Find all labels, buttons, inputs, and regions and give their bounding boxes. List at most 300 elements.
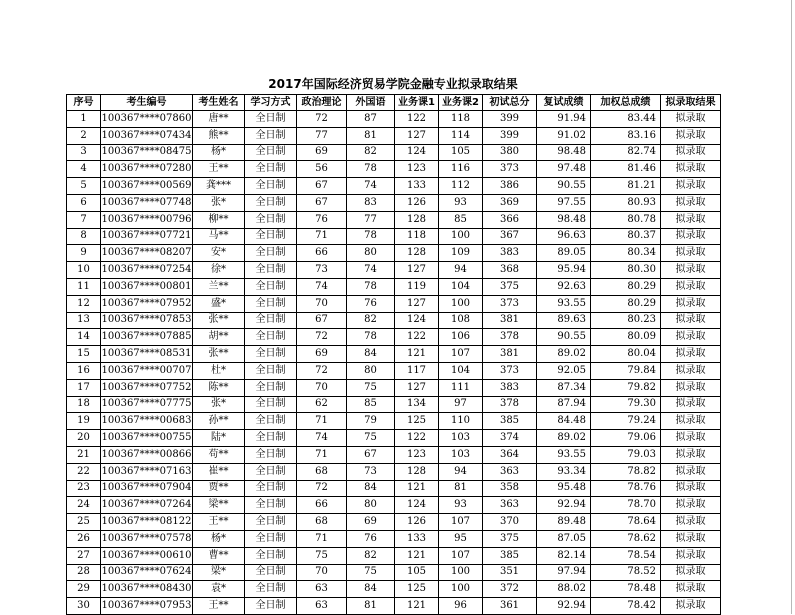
table-row (67, 194, 721, 211)
cell-retest-score: 92.94 (537, 497, 591, 514)
cell-politics: 74 (297, 278, 347, 295)
cell-study-mode: 全日制 (245, 463, 297, 480)
cell-course1: 121 (395, 547, 439, 564)
table-row (67, 278, 721, 295)
cell-prelim-total: 363 (483, 497, 537, 514)
cell-candidate-id: 100367****07721 (101, 228, 193, 245)
cell-foreign-language: 87 (347, 111, 395, 128)
cell-study-mode: 全日制 (245, 111, 297, 128)
table-row (67, 430, 721, 447)
cell-course2: 104 (439, 362, 483, 379)
cell-weighted-total: 78.82 (591, 463, 661, 480)
cell-weighted-total: 80.04 (591, 346, 661, 363)
cell-foreign-language: 77 (347, 211, 395, 228)
cell-retest-score: 93.55 (537, 446, 591, 463)
cell-name: 曹** (193, 547, 245, 564)
cell-name: 张* (193, 396, 245, 413)
cell-result: 拟录取 (661, 413, 721, 430)
cell-result: 拟录取 (661, 598, 721, 615)
cell-retest-score: 89.63 (537, 312, 591, 329)
cell-course1: 126 (395, 514, 439, 531)
cell-foreign-language: 82 (347, 312, 395, 329)
cell-foreign-language: 80 (347, 362, 395, 379)
cell-result: 拟录取 (661, 430, 721, 447)
cell-candidate-id: 100367****00707 (101, 362, 193, 379)
cell-prelim-total: 368 (483, 262, 537, 279)
cell-retest-score: 92.05 (537, 362, 591, 379)
cell-index: 2 (67, 127, 101, 144)
table-row (67, 396, 721, 413)
cell-course2: 104 (439, 278, 483, 295)
cell-study-mode: 全日制 (245, 228, 297, 245)
cell-prelim-total: 363 (483, 463, 537, 480)
cell-course2: 106 (439, 329, 483, 346)
cell-prelim-total: 351 (483, 564, 537, 581)
cell-prelim-total: 375 (483, 278, 537, 295)
table-row (67, 346, 721, 363)
cell-result: 拟录取 (661, 446, 721, 463)
cell-name: 柳** (193, 211, 245, 228)
cell-course2: 111 (439, 379, 483, 396)
cell-retest-score: 97.94 (537, 564, 591, 581)
cell-result: 拟录取 (661, 396, 721, 413)
cell-index: 12 (67, 295, 101, 312)
cell-prelim-total: 383 (483, 245, 537, 262)
cell-prelim-total: 375 (483, 530, 537, 547)
cell-retest-score: 91.02 (537, 127, 591, 144)
cell-course2: 97 (439, 396, 483, 413)
cell-course1: 133 (395, 178, 439, 195)
cell-index: 6 (67, 194, 101, 211)
cell-index: 3 (67, 144, 101, 161)
cell-study-mode: 全日制 (245, 144, 297, 161)
cell-candidate-id: 100367****08475 (101, 144, 193, 161)
cell-study-mode: 全日制 (245, 329, 297, 346)
cell-prelim-total: 369 (483, 194, 537, 211)
cell-politics: 71 (297, 530, 347, 547)
cell-index: 25 (67, 514, 101, 531)
header-index: 序号 (67, 95, 101, 111)
cell-index: 1 (67, 111, 101, 128)
cell-weighted-total: 80.37 (591, 228, 661, 245)
cell-foreign-language: 80 (347, 245, 395, 262)
table-row (67, 480, 721, 497)
cell-weighted-total: 79.03 (591, 446, 661, 463)
cell-politics: 63 (297, 581, 347, 598)
cell-prelim-total: 372 (483, 581, 537, 598)
cell-course2: 81 (439, 480, 483, 497)
cell-course1: 126 (395, 194, 439, 211)
cell-study-mode: 全日制 (245, 127, 297, 144)
cell-result: 拟录取 (661, 547, 721, 564)
table-row (67, 362, 721, 379)
cell-result: 拟录取 (661, 127, 721, 144)
table-row (67, 446, 721, 463)
cell-course1: 127 (395, 262, 439, 279)
cell-course1: 133 (395, 530, 439, 547)
cell-prelim-total: 383 (483, 379, 537, 396)
cell-candidate-id: 100367****07775 (101, 396, 193, 413)
cell-index: 7 (67, 211, 101, 228)
cell-course1: 117 (395, 362, 439, 379)
cell-candidate-id: 100367****07752 (101, 379, 193, 396)
cell-candidate-id: 100367****00796 (101, 211, 193, 228)
cell-foreign-language: 75 (347, 430, 395, 447)
cell-course1: 122 (395, 111, 439, 128)
cell-politics: 72 (297, 480, 347, 497)
cell-weighted-total: 78.76 (591, 480, 661, 497)
cell-index: 19 (67, 413, 101, 430)
header-politics: 政治理论 (297, 95, 347, 111)
cell-index: 28 (67, 564, 101, 581)
cell-study-mode: 全日制 (245, 161, 297, 178)
cell-study-mode: 全日制 (245, 480, 297, 497)
cell-politics: 68 (297, 514, 347, 531)
header-study-mode: 学习方式 (245, 95, 297, 111)
cell-politics: 72 (297, 362, 347, 379)
cell-prelim-total: 373 (483, 161, 537, 178)
cell-index: 8 (67, 228, 101, 245)
cell-course1: 127 (395, 127, 439, 144)
cell-index: 18 (67, 396, 101, 413)
cell-course2: 107 (439, 547, 483, 564)
header-weighted-total: 加权总成绩 (591, 95, 661, 111)
cell-name: 陈** (193, 379, 245, 396)
cell-course1: 121 (395, 598, 439, 615)
table-row (67, 111, 721, 128)
cell-name: 熊** (193, 127, 245, 144)
header-candidate-id: 考生编号 (101, 95, 193, 111)
cell-retest-score: 84.48 (537, 413, 591, 430)
cell-course2: 103 (439, 446, 483, 463)
cell-prelim-total: 378 (483, 329, 537, 346)
cell-retest-score: 88.02 (537, 581, 591, 598)
cell-retest-score: 95.48 (537, 480, 591, 497)
cell-index: 11 (67, 278, 101, 295)
cell-politics: 72 (297, 329, 347, 346)
cell-foreign-language: 78 (347, 278, 395, 295)
cell-politics: 71 (297, 446, 347, 463)
header-course1: 业务课1 (395, 95, 439, 111)
cell-candidate-id: 100367****07434 (101, 127, 193, 144)
cell-course1: 123 (395, 446, 439, 463)
cell-course2: 93 (439, 194, 483, 211)
cell-politics: 67 (297, 178, 347, 195)
cell-course1: 122 (395, 329, 439, 346)
cell-course2: 108 (439, 312, 483, 329)
cell-weighted-total: 79.24 (591, 413, 661, 430)
cell-name: 龚*** (193, 178, 245, 195)
table-body (67, 111, 721, 615)
cell-course1: 128 (395, 211, 439, 228)
cell-name: 贾** (193, 480, 245, 497)
cell-course1: 105 (395, 564, 439, 581)
cell-foreign-language: 78 (347, 228, 395, 245)
cell-result: 拟录取 (661, 530, 721, 547)
cell-foreign-language: 81 (347, 127, 395, 144)
cell-weighted-total: 78.54 (591, 547, 661, 564)
table-row (67, 379, 721, 396)
cell-politics: 71 (297, 228, 347, 245)
cell-course2: 116 (439, 161, 483, 178)
cell-politics: 70 (297, 295, 347, 312)
cell-politics: 69 (297, 144, 347, 161)
cell-candidate-id: 100367****07254 (101, 262, 193, 279)
cell-politics: 66 (297, 497, 347, 514)
cell-result: 拟录取 (661, 497, 721, 514)
cell-prelim-total: 386 (483, 178, 537, 195)
cell-study-mode: 全日制 (245, 178, 297, 195)
cell-index: 30 (67, 598, 101, 615)
cell-result: 拟录取 (661, 295, 721, 312)
cell-foreign-language: 73 (347, 463, 395, 480)
cell-foreign-language: 80 (347, 497, 395, 514)
cell-candidate-id: 100367****07624 (101, 564, 193, 581)
table-row (67, 514, 721, 531)
table-row (67, 497, 721, 514)
cell-candidate-id: 100367****07264 (101, 497, 193, 514)
cell-course2: 100 (439, 581, 483, 598)
cell-study-mode: 全日制 (245, 530, 297, 547)
header-foreign-language: 外国语 (347, 95, 395, 111)
cell-politics: 77 (297, 127, 347, 144)
cell-retest-score: 98.48 (537, 144, 591, 161)
cell-weighted-total: 80.09 (591, 329, 661, 346)
cell-candidate-id: 100367****00801 (101, 278, 193, 295)
cell-foreign-language: 78 (347, 329, 395, 346)
cell-course2: 85 (439, 211, 483, 228)
cell-retest-score: 89.02 (537, 346, 591, 363)
cell-course1: 124 (395, 312, 439, 329)
cell-weighted-total: 78.42 (591, 598, 661, 615)
cell-result: 拟录取 (661, 161, 721, 178)
cell-study-mode: 全日制 (245, 547, 297, 564)
cell-study-mode: 全日制 (245, 346, 297, 363)
header-retest-score: 复试成绩 (537, 95, 591, 111)
cell-candidate-id: 100367****07280 (101, 161, 193, 178)
cell-politics: 70 (297, 564, 347, 581)
cell-retest-score: 92.63 (537, 278, 591, 295)
cell-result: 拟录取 (661, 312, 721, 329)
cell-retest-score: 89.05 (537, 245, 591, 262)
cell-prelim-total: 381 (483, 312, 537, 329)
cell-name: 盛* (193, 295, 245, 312)
cell-study-mode: 全日制 (245, 312, 297, 329)
cell-politics: 67 (297, 194, 347, 211)
cell-weighted-total: 78.64 (591, 514, 661, 531)
cell-weighted-total: 78.70 (591, 497, 661, 514)
cell-weighted-total: 83.16 (591, 127, 661, 144)
cell-prelim-total: 364 (483, 446, 537, 463)
cell-foreign-language: 79 (347, 413, 395, 430)
cell-index: 27 (67, 547, 101, 564)
cell-course1: 121 (395, 346, 439, 363)
table-row (67, 295, 721, 312)
table-row (67, 245, 721, 262)
cell-course2: 100 (439, 228, 483, 245)
cell-foreign-language: 69 (347, 514, 395, 531)
cell-politics: 71 (297, 413, 347, 430)
cell-name: 徐* (193, 262, 245, 279)
cell-candidate-id: 100367****00866 (101, 446, 193, 463)
cell-index: 23 (67, 480, 101, 497)
cell-index: 9 (67, 245, 101, 262)
table-row (67, 312, 721, 329)
admission-results-table (66, 94, 721, 615)
cell-politics: 67 (297, 312, 347, 329)
cell-foreign-language: 81 (347, 598, 395, 615)
cell-study-mode: 全日制 (245, 598, 297, 615)
cell-name: 张** (193, 346, 245, 363)
cell-name: 王** (193, 161, 245, 178)
cell-course1: 122 (395, 430, 439, 447)
cell-retest-score: 89.02 (537, 430, 591, 447)
cell-prelim-total: 374 (483, 430, 537, 447)
cell-weighted-total: 79.06 (591, 430, 661, 447)
cell-course1: 128 (395, 245, 439, 262)
cell-weighted-total: 79.30 (591, 396, 661, 413)
cell-candidate-id: 100367****07578 (101, 530, 193, 547)
cell-foreign-language: 76 (347, 530, 395, 547)
table-row (67, 211, 721, 228)
cell-prelim-total: 399 (483, 127, 537, 144)
cell-weighted-total: 82.74 (591, 144, 661, 161)
cell-foreign-language: 74 (347, 178, 395, 195)
cell-course2: 100 (439, 564, 483, 581)
cell-candidate-id: 100367****00683 (101, 413, 193, 430)
cell-foreign-language: 84 (347, 480, 395, 497)
cell-study-mode: 全日制 (245, 446, 297, 463)
cell-politics: 68 (297, 463, 347, 480)
cell-name: 张** (193, 312, 245, 329)
cell-weighted-total: 80.93 (591, 194, 661, 211)
cell-name: 唐** (193, 111, 245, 128)
cell-weighted-total: 80.34 (591, 245, 661, 262)
cell-result: 拟录取 (661, 463, 721, 480)
cell-study-mode: 全日制 (245, 564, 297, 581)
cell-result: 拟录取 (661, 178, 721, 195)
cell-prelim-total: 366 (483, 211, 537, 228)
table-row (67, 530, 721, 547)
cell-foreign-language: 84 (347, 581, 395, 598)
table-row (67, 547, 721, 564)
cell-foreign-language: 82 (347, 547, 395, 564)
cell-result: 拟录取 (661, 228, 721, 245)
cell-foreign-language: 82 (347, 144, 395, 161)
cell-index: 29 (67, 581, 101, 598)
cell-course2: 112 (439, 178, 483, 195)
cell-prelim-total: 381 (483, 346, 537, 363)
cell-politics: 56 (297, 161, 347, 178)
table-row (67, 564, 721, 581)
cell-retest-score: 82.14 (537, 547, 591, 564)
cell-course2: 107 (439, 514, 483, 531)
table-row (67, 161, 721, 178)
cell-name: 杨* (193, 530, 245, 547)
cell-name: 张* (193, 194, 245, 211)
cell-candidate-id: 100367****07853 (101, 312, 193, 329)
cell-retest-score: 96.63 (537, 228, 591, 245)
cell-foreign-language: 75 (347, 564, 395, 581)
cell-study-mode: 全日制 (245, 396, 297, 413)
cell-result: 拟录取 (661, 480, 721, 497)
cell-result: 拟录取 (661, 144, 721, 161)
cell-candidate-id: 100367****07748 (101, 194, 193, 211)
page-title: 2017年国际经济贸易学院金融专业拟录取结果 (268, 77, 518, 91)
cell-weighted-total: 80.29 (591, 295, 661, 312)
cell-name: 王** (193, 598, 245, 615)
table-row (67, 262, 721, 279)
cell-course2: 114 (439, 127, 483, 144)
header-prelim-total: 初试总分 (483, 95, 537, 111)
cell-prelim-total: 361 (483, 598, 537, 615)
cell-politics: 66 (297, 245, 347, 262)
header-row (67, 95, 721, 111)
cell-candidate-id: 100367****08531 (101, 346, 193, 363)
cell-name: 梁* (193, 564, 245, 581)
cell-name: 杜* (193, 362, 245, 379)
page-edge-line (791, 0, 792, 614)
cell-candidate-id: 100367****00755 (101, 430, 193, 447)
cell-candidate-id: 100367****08430 (101, 581, 193, 598)
cell-prelim-total: 378 (483, 396, 537, 413)
cell-course2: 96 (439, 598, 483, 615)
cell-weighted-total: 80.23 (591, 312, 661, 329)
cell-study-mode: 全日制 (245, 514, 297, 531)
cell-retest-score: 87.05 (537, 530, 591, 547)
cell-weighted-total: 83.44 (591, 111, 661, 128)
cell-name: 兰** (193, 278, 245, 295)
table-row (67, 329, 721, 346)
table-row (67, 228, 721, 245)
cell-foreign-language: 75 (347, 379, 395, 396)
cell-politics: 62 (297, 396, 347, 413)
cell-course2: 94 (439, 262, 483, 279)
cell-result: 拟录取 (661, 262, 721, 279)
cell-retest-score: 91.94 (537, 111, 591, 128)
cell-index: 5 (67, 178, 101, 195)
cell-politics: 72 (297, 111, 347, 128)
cell-name: 梁** (193, 497, 245, 514)
cell-index: 4 (67, 161, 101, 178)
cell-result: 拟录取 (661, 329, 721, 346)
cell-weighted-total: 81.46 (591, 161, 661, 178)
cell-politics: 75 (297, 547, 347, 564)
cell-name: 陆* (193, 430, 245, 447)
cell-weighted-total: 79.82 (591, 379, 661, 396)
cell-result: 拟录取 (661, 514, 721, 531)
table-row (67, 598, 721, 615)
table-row (67, 178, 721, 195)
cell-foreign-language: 74 (347, 262, 395, 279)
cell-course2: 107 (439, 346, 483, 363)
cell-candidate-id: 100367****08207 (101, 245, 193, 262)
cell-course1: 121 (395, 480, 439, 497)
table-row (67, 144, 721, 161)
cell-foreign-language: 85 (347, 396, 395, 413)
cell-politics: 70 (297, 379, 347, 396)
cell-course2: 100 (439, 295, 483, 312)
cell-result: 拟录取 (661, 362, 721, 379)
cell-candidate-id: 100367****07885 (101, 329, 193, 346)
cell-course1: 124 (395, 144, 439, 161)
cell-weighted-total: 80.29 (591, 278, 661, 295)
cell-name: 马** (193, 228, 245, 245)
cell-result: 拟录取 (661, 581, 721, 598)
cell-index: 14 (67, 329, 101, 346)
cell-name: 崔** (193, 463, 245, 480)
cell-prelim-total: 370 (483, 514, 537, 531)
